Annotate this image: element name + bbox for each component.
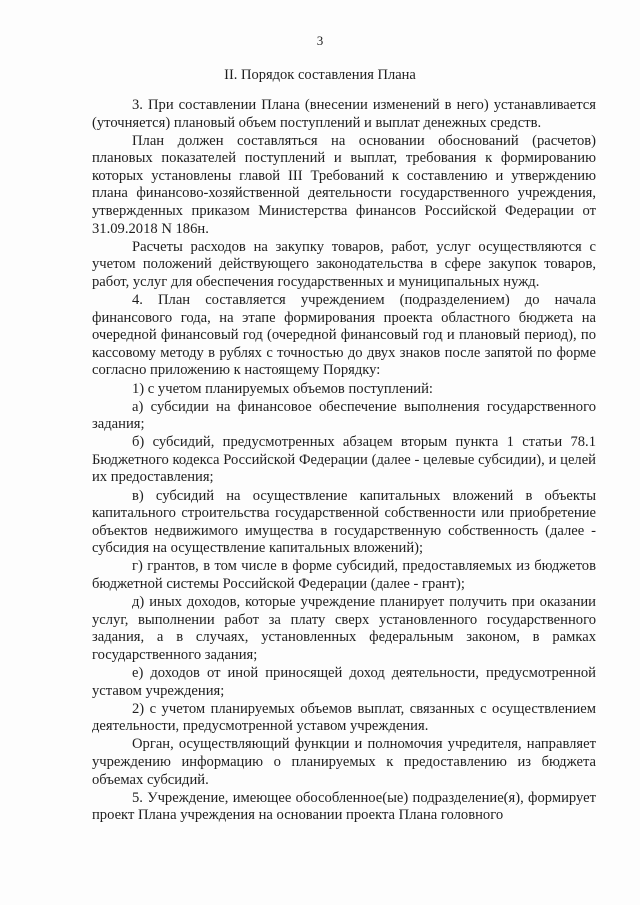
- paragraph-item-3: 3. При составлении Плана (внесении изменений в него) устанавливается (уточняется) плановый объем поступлений и выплат денежных средств.: [92, 97, 596, 131]
- list-item-g: г) грантов, в том числе в форме субсидий, предоставляемых из бюджетов бюджетной системы Российской Федерации (далее - грант);: [92, 558, 596, 593]
- list-item-e: е) доходов от иной приносящей доход деятельности, предусмотренной уставом учреждения;: [92, 665, 596, 699]
- paragraph-procurement: Расчеты расходов на закупку товаров, работ, услуг осуществляются с учетом положений действующего законодательства в сфере закупок товаров, работ, услуг для обеспечения государственных и муниципальных нужд.: [92, 238, 596, 290]
- paragraph-item-4: 4. План составляется учреждением (подразделением) до начала финансового года, на этапе формирования проекта областного бюджета на очередной финансовый год (очередной финансовый год и плановый период), по кассовому методу в рублях с точностью до двух знаков после запятой по форме согласно приложению к настоящему Порядку:: [92, 292, 596, 379]
- document-body: [92, 97, 596, 825]
- list-item-2: 2) с учетом планируемых объемов выплат, связанных с осуществлением деятельности, предусмотренной уставом учреждения.: [92, 700, 596, 735]
- list-item-b: б) субсидий, предусмотренных абзацем вторым пункта 1 статьи 78.1 Бюджетного кодекса Российской Федерации (далее - целевые субсидии), и целей их предоставления;: [92, 434, 596, 486]
- page-number: 3: [316, 33, 324, 48]
- list-item-v: в) субсидий на осуществление капитальных вложений в объекты капитального строительства государственной собственности или приобретение объектов недвижимого имущества в государственную собственность (далее - субсидия на осуществление капитальных вложений);: [92, 487, 596, 557]
- list-item-a: а) субсидии на финансовое обеспечение выполнения государственного задания;: [92, 398, 596, 433]
- paragraph-item-5: 5. Учреждение, имеющее обособленное(ые) подразделение(я), формирует проект Плана учреждения на основании проекта Плана головного: [92, 789, 596, 824]
- section-title: II. Порядок составления Плана: [224, 67, 416, 83]
- paragraph-founder: Орган, осуществляющий функции и полномочия учредителя, направляет учреждению информацию о планируемых к предоставлению из бюджета объемах субсидий.: [92, 736, 596, 788]
- paragraph-plan-basis: План должен составляться на основании обоснований (расчетов) плановых показателей поступлений и выплат, требования к формированию которых установлены главой III Требований к составлению и утверждению плана финансово-хозяйственной деятельности государственного учреждения, утвержденных приказом Министерства финансов Российской Федерации от 31.09.2018 N 186н.: [92, 132, 596, 237]
- list-item-1: 1) с учетом планируемых объемов поступлений:: [132, 380, 433, 397]
- list-item-d: д) иных доходов, которые учреждение планирует получить при оказании услуг, выполнении работ за плату сверх установленного государственного задания, а в случаях, установленных федеральным законом, в рамках государственного задания;: [92, 594, 596, 663]
